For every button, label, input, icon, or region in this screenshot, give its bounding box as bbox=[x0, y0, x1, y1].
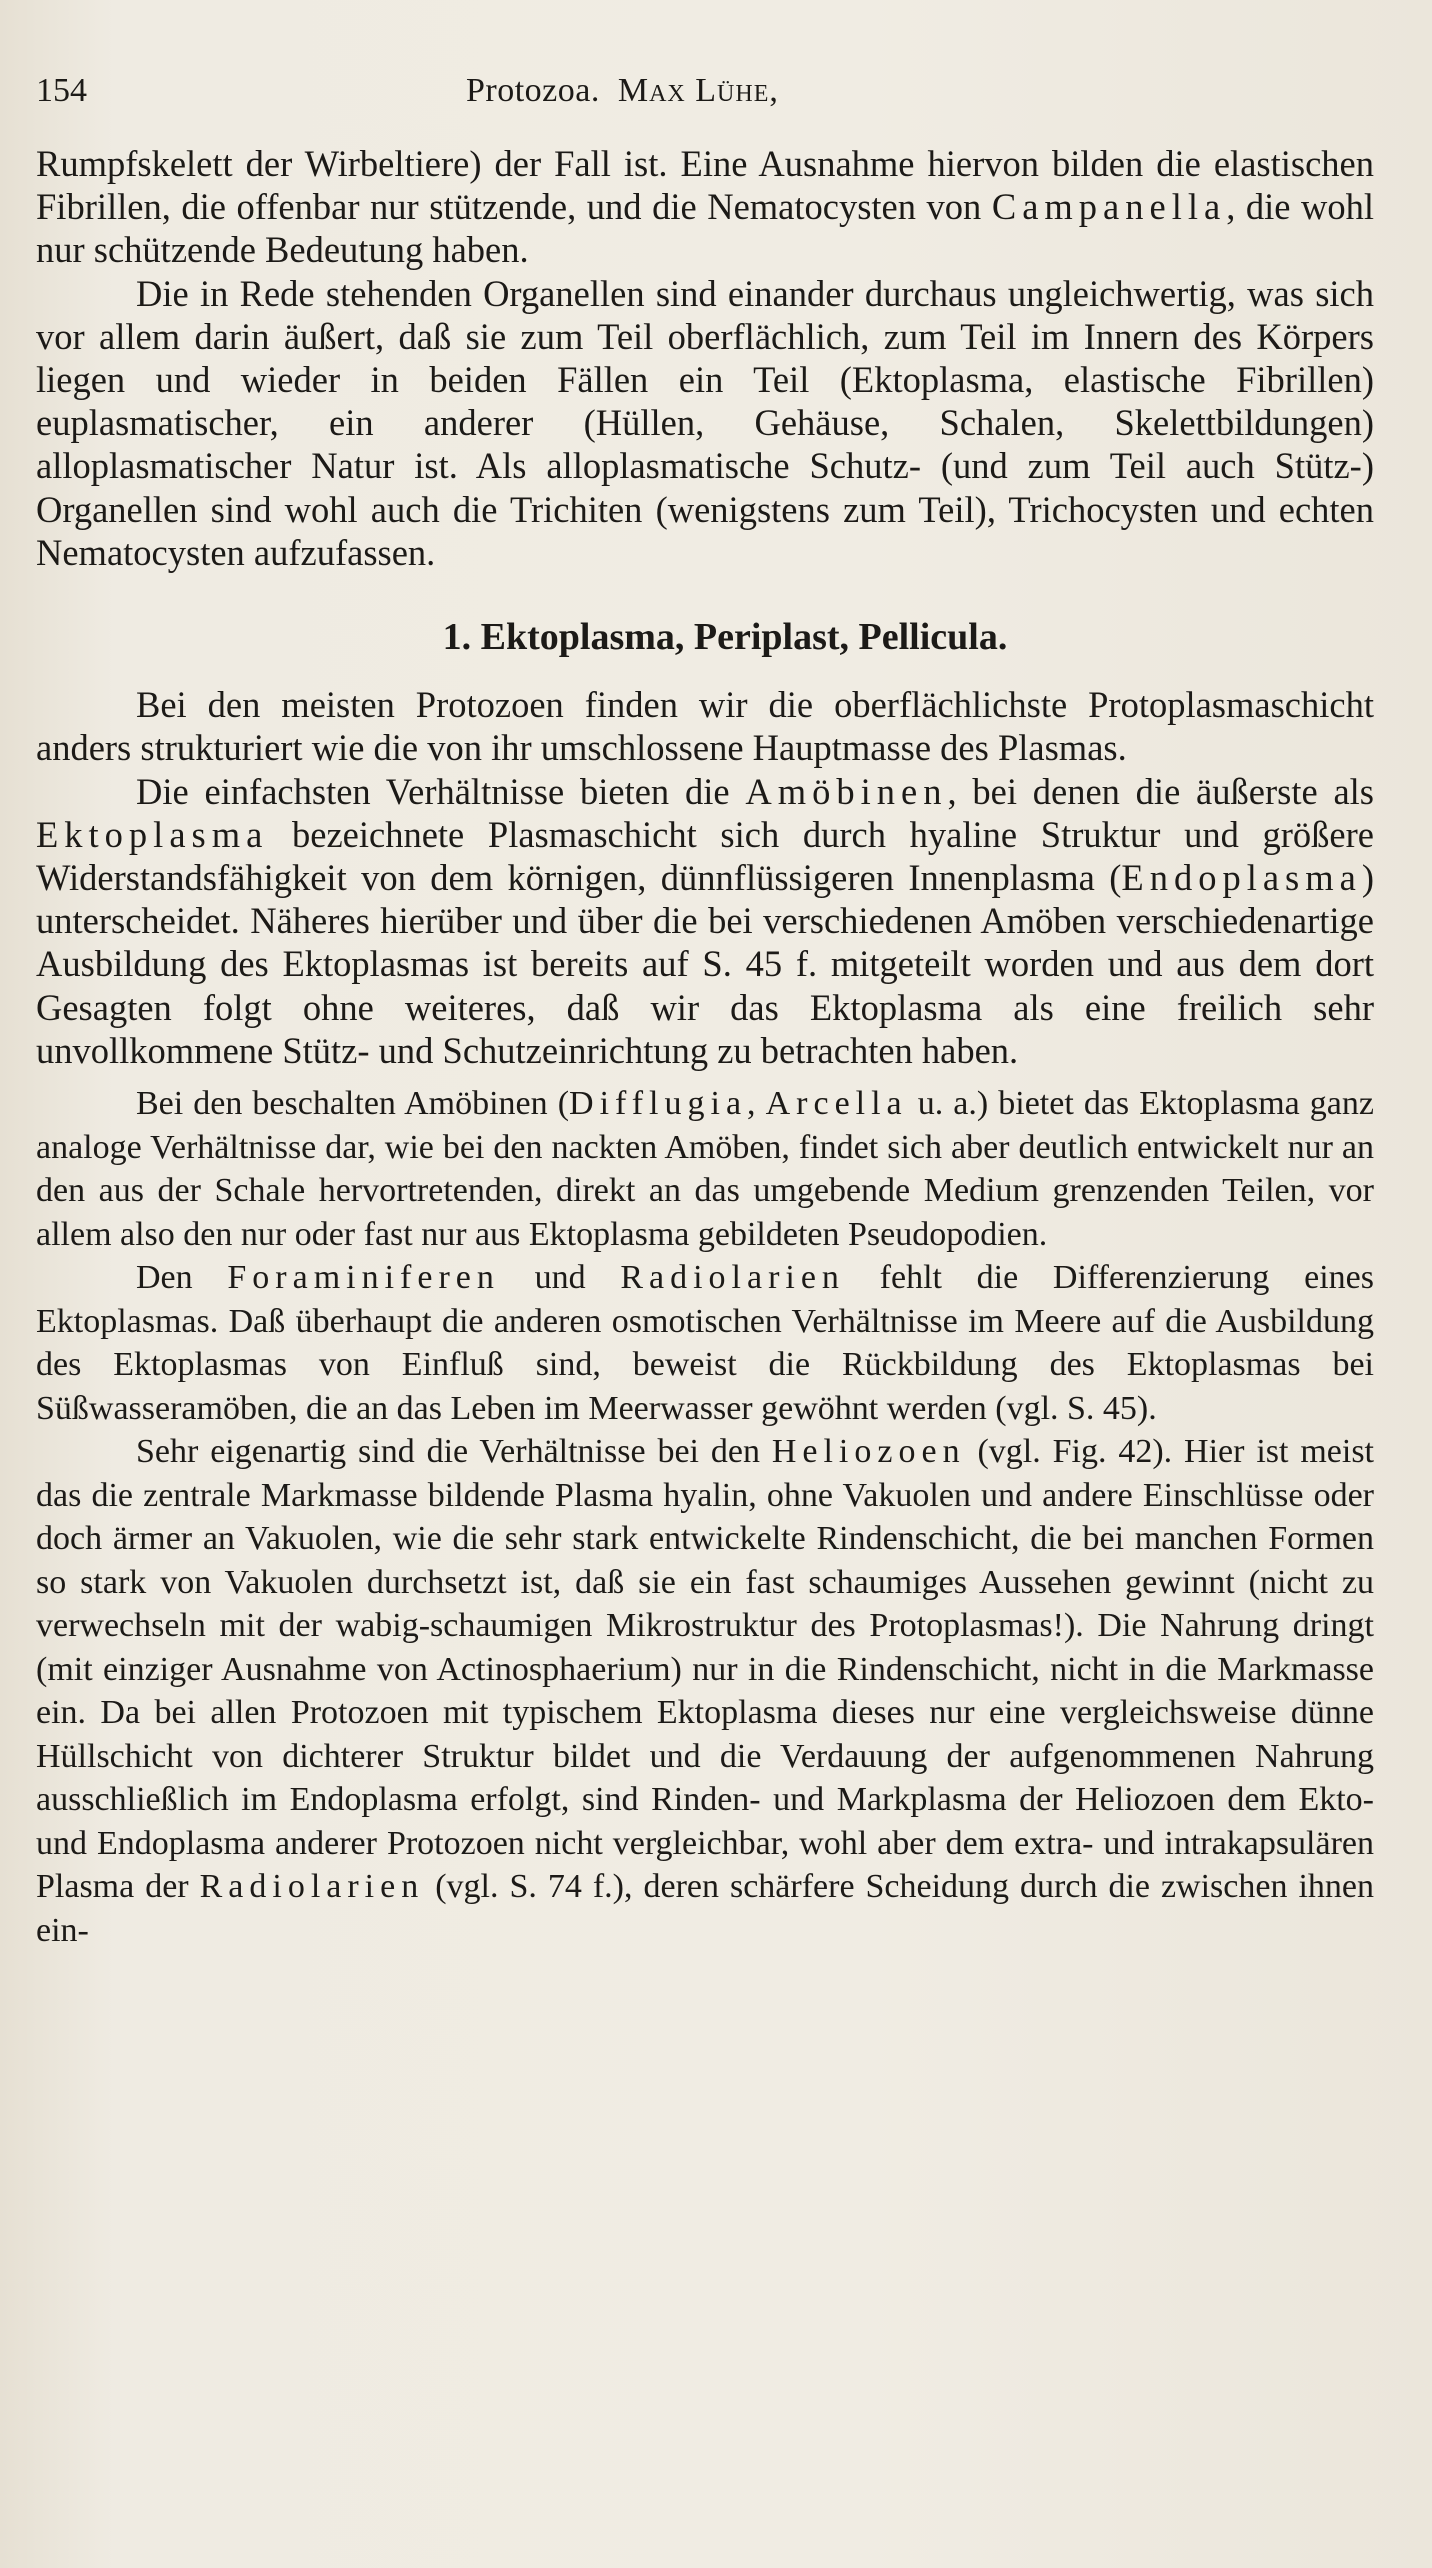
text-run: ) unterscheidet. Näheres hierüber und über die bei verschiedenen Amöben verschiedenartige Ausbildung des Ektoplasmas ist bereits auf S. 45 f. mitgeteilt worden und aus dem dort Gesagten folgt ohne weiteres, daß wir das Ektoplasma als eine freilich sehr unvollkommene Stütz- und Schutzeinrichtung zu betrachten haben. bbox=[36, 857, 1374, 1071]
spaced-term: Campanella bbox=[991, 186, 1227, 228]
text-run: , bei denen die äußerste als bbox=[947, 770, 1374, 812]
text-run: Die einfachsten Verhältnisse bieten die bbox=[136, 770, 746, 812]
intro-paragraph-2: Die in Rede stehenden Organellen sind einander durchaus ungleichwertig, was sich vor allem darin äußert, daß sie zum Teil oberflächlich, zum Teil im Innern des Körpers liegen und wieder in beiden Fällen ein Teil (Ektoplasma, elastische Fibrillen) euplasmatischer, ein anderer (Hüllen, Gehäuse, Schalen, Skelettbildungen) alloplasmatischer Natur ist. Als alloplasmatische Schutz- (und zum Teil auch Stütz-) Organellen sind wohl auch die Trichiten (wenigstens zum Teil), Trichocysten und echten Nematocysten aufzufassen. bbox=[36, 272, 1374, 573]
text-run: Bei den beschalten Amöbinen ( bbox=[136, 1085, 570, 1123]
section-paragraph-3 bbox=[36, 1082, 1374, 1256]
section-paragraph-4 bbox=[36, 1256, 1374, 1430]
spaced-term: Arcella bbox=[765, 1085, 908, 1123]
spaced-term: Amöbinen bbox=[745, 770, 948, 812]
spaced-term: Difflugia bbox=[569, 1085, 748, 1123]
running-head-title: Protozoa. bbox=[466, 72, 600, 109]
text-run: , bbox=[747, 1085, 766, 1123]
text-run: Rumpfskelett der Wirbeltiere) der Fall ist. Eine Ausnahme hiervon bilden die elastischen Fibrillen, die offenbar nur stützende, und die Nematocysten von bbox=[36, 143, 1374, 228]
body-text bbox=[36, 142, 1374, 1952]
text-run: , die wohl nur schützende Bedeutung haben. bbox=[36, 186, 1375, 271]
text-run: bezeichnete Plasmaschicht sich durch hyaline Struktur und größere Widerstandsfähigkeit von dem körnigen, dünnflüssigeren Innenplasma ( bbox=[36, 813, 1374, 899]
intro-paragraph-1 bbox=[36, 142, 1374, 272]
running-head-author: Max Lühe, bbox=[617, 72, 779, 109]
text-run: Den bbox=[136, 1259, 228, 1297]
text-run: und bbox=[499, 1259, 621, 1297]
spaced-term: Ektoplasma bbox=[36, 813, 269, 855]
section-paragraph-2 bbox=[36, 770, 1374, 1072]
spaced-term: Heliozoen bbox=[771, 1433, 966, 1471]
section-paragraph-1: Bei den meisten Protozoen finden wir die oberflächlichste Protoplasmaschicht anders strukturiert wie die von ihr umschlossene Hauptmasse des Plasmas. bbox=[36, 684, 1374, 769]
spaced-term: Radiolarien bbox=[199, 1868, 425, 1906]
text-run: (vgl. S. 74 f.), deren schärfere Scheidung durch die zwischen ihnen ein- bbox=[36, 1868, 1374, 1949]
running-head bbox=[36, 72, 1374, 134]
text-run: u. a.) bietet das Ektoplasma ganz analoge Verhältnisse dar, wie bei den nackten Amöben, findet sich aber deutlich entwickelt nur an den aus der Schale hervortretenden, direkt an das umgebende Medium grenzenden Teilen, vor allem also den nur oder fast nur aus Ektoplasma gebildeten Pseudopodien. bbox=[36, 1085, 1374, 1253]
spaced-term: Radiolarien bbox=[620, 1259, 845, 1297]
page-number: 154 bbox=[36, 72, 87, 109]
section-paragraph-5 bbox=[36, 1430, 1374, 1952]
text-run: (vgl. Fig. 42). Hier ist meist das die zentrale Markmasse bildende Plasma hyalin, ohne Vakuolen und andere Einschlüsse oder doch ärmer an Vakuolen, wie die sehr stark entwickelte Rindenschicht, die bei manchen Formen so stark von Vakuolen durchsetzt ist, daß sie ein fast schaumiges Aussehen gewinnt (nicht zu verwechseln mit der wabig-schaumigen Mikrostruktur des Protoplasmas!). Die Nahrung dringt (mit einziger Ausnahme von Actinosphaerium) nur in die Rindenschicht, nicht in die Markmasse ein. Da bei allen Protozoen mit typischem Ektoplasma dieses nur eine vergleichsweise dünne Hüllschicht von dichterer Struktur bildet und die Verdauung der aufgenommenen Nahrung ausschließlich im Endoplasma erfolgt, sind Rinden- und Markplasma der Heliozoen dem Ekto- und Endoplasma anderer Protozoen nicht vergleichbar, wohl aber dem extra- und intrakapsulären Plasma der bbox=[36, 1433, 1374, 1906]
section-heading: 1. Ektoplasma, Periplast, Pellicula. bbox=[442, 616, 1008, 659]
text-run: fehlt die Differenzierung eines Ektoplasmas. Daß überhaupt die anderen osmotischen Verhältnisse im Meere auf die Ausbildung des Ektoplasmas von Einfluß sind, beweist die Rückbildung des Ektoplasmas bei Süßwasseramöben, die an das Leben im Meerwasser gewöhnt werden (vgl. S. 45). bbox=[36, 1259, 1374, 1427]
spaced-term: Foraminiferen bbox=[227, 1259, 500, 1297]
text-run: Sehr eigenartig sind die Verhältnisse bei den bbox=[136, 1433, 772, 1471]
spaced-term: Endoplasma bbox=[1121, 857, 1362, 899]
paragraph-gap bbox=[36, 1072, 1374, 1082]
